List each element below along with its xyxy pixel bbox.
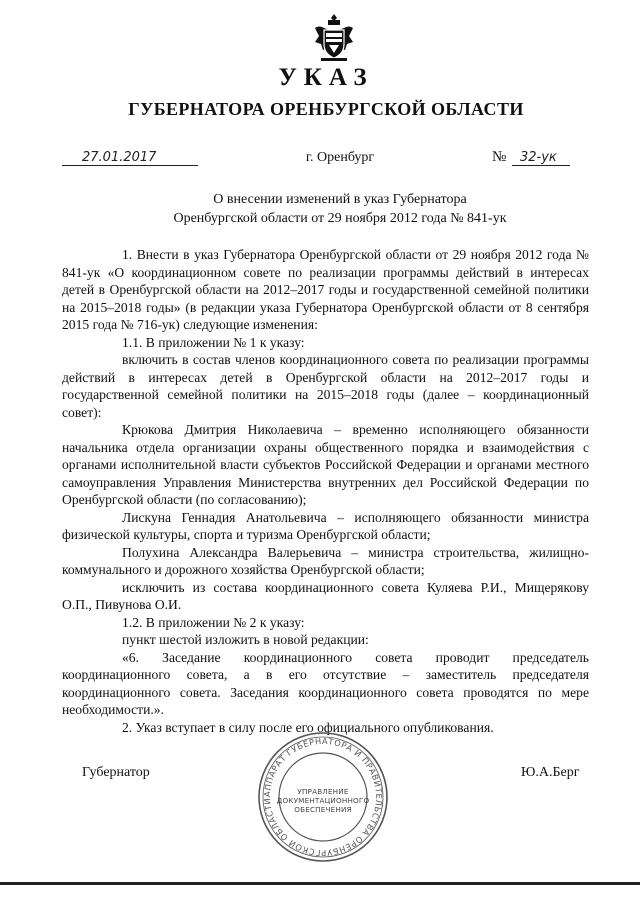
document-title: УКАЗ — [278, 64, 374, 91]
signature-name: Ю.А.Берг — [521, 765, 580, 780]
stamp-line-1: УПРАВЛЕНИЕ — [297, 787, 349, 796]
document-city: г. Оренбург — [305, 150, 375, 165]
stamp-center-text — [256, 787, 390, 814]
document-subject — [0, 190, 640, 228]
document-body — [62, 246, 589, 736]
coat-of-arms-icon — [311, 12, 357, 64]
subject-line-1: О внесении изменений в указ Губернатора — [213, 192, 467, 207]
paragraph-1: 1. Внести в указ Губернатора Оренбургской области от 29 ноября 2012 года № 841-ук «О координационном совете по реализации программы действий в интересах детей в Оренбургской области на 2012–2017 годы и государственной семейной политики на 2015–2018 годы» (в редакции указа Губернатора Оренбургской области от 8 сентября 2015 года № 716-ук) следующие изменения: — [62, 247, 589, 332]
paragraph-kryukov: Крюкова Дмитрия Николаевича – временно исполняющего обязанности начальника отдела организации охраны общественного порядка и взаимодействия с органами исполнительной власти субъектов Российской Федерации и органами местного самоуправления Управления Министерства внутренних дел Российской Федерации по Оренбургской области (по согласованию); — [62, 422, 589, 507]
paragraph-liskun: Лискуна Геннадия Анатольевича – исполняющего обязанности министра физической культуры, спорта и туризма Оренбургской области; — [62, 509, 589, 542]
stamp-line-3: ОБЕСПЕЧЕНИЯ — [294, 805, 352, 814]
paragraph-1-2: 1.2. В приложении № 2 к указу: — [122, 614, 305, 630]
stamp-ring-text: АППАРАТ ГУБЕРНАТОРА И ПРАВИТЕЛЬСТВА ОРЕНБУРГСКОЙ ОБЛАСТИ — [261, 735, 385, 859]
paragraph-include: включить в состав членов координационного совета по реализации программы действий в интересах детей в Оренбургской области на 2012–2017 годы и государственной семейной политики на 2015–2018 годы (далее – координационный совет): — [62, 352, 589, 420]
number-underline — [512, 165, 570, 166]
paragraph-2: 2. Указ вступает в силу после его официального опубликования. — [122, 719, 494, 735]
document-subtitle: ГУБЕРНАТОРА ОРЕНБУРГСКОЙ ОБЛАСТИ — [128, 99, 524, 119]
paragraph-polukhin: Полухина Александра Валерьевича – министра строительства, жилищно-коммунального и дорожного хозяйства Оренбургской области; — [62, 544, 589, 577]
subject-line-2: Оренбургской области от 29 ноября 2012 года № 841-ук — [173, 211, 507, 226]
page-bottom-rule — [0, 882, 640, 885]
document-date: 27.01.2017 — [82, 150, 157, 165]
document-number: 32-ук — [520, 150, 557, 165]
signature-position: Губернатор — [82, 765, 150, 780]
paragraph-1-1: 1.1. В приложении № 1 к указу: — [122, 334, 305, 350]
stamp-line-2: ДОКУМЕНТАЦИОННОГО — [276, 796, 370, 805]
paragraph-item-six: пункт шестой изложить в новой редакции: — [122, 632, 369, 647]
number-label: № — [492, 149, 507, 165]
paragraph-exclude: исключить из состава координационного совета Куляева Р.И., Мищерякову О.П., Пивунова О.И. — [62, 579, 589, 612]
paragraph-new-text: «6. Заседание координационного совета проводит председатель координационного совета, а в его отсутствие – заместитель председателя координационного совета. Заседания координационного совета проводятся по мере необходимости.». — [62, 649, 589, 717]
